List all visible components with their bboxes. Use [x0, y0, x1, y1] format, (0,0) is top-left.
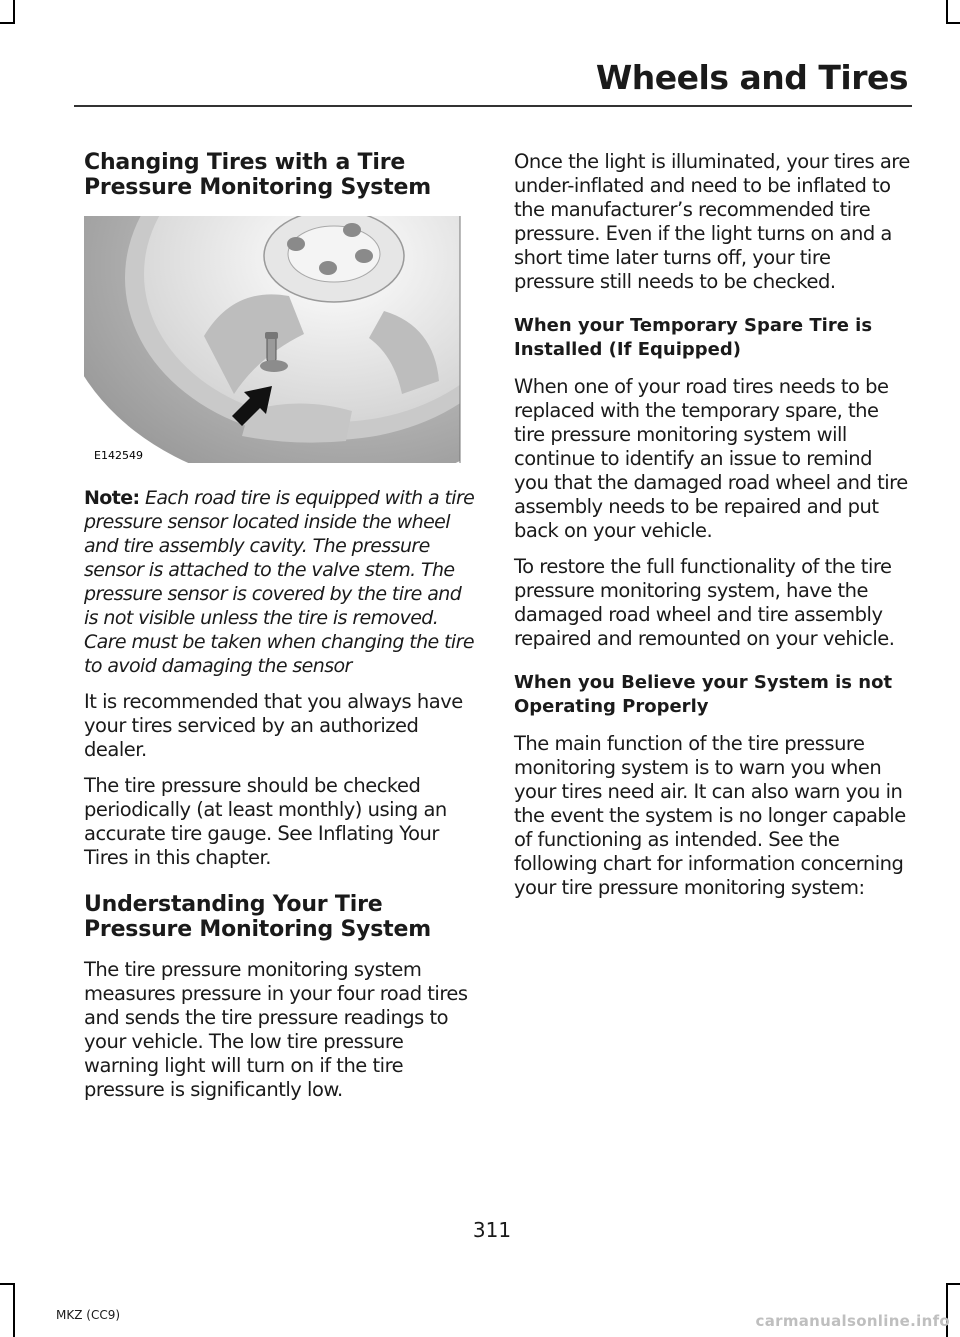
page-title: Wheels and Tires: [595, 58, 908, 97]
crop-mark: [946, 22, 960, 24]
heading-changing-tires: Changing Tires with a Tire Pressure Monitoring System: [84, 150, 431, 200]
crop-mark: [0, 22, 15, 24]
para-spare-2: To restore the full functionality of the tire pressure monitoring system, have the damaged road wheel and tire assembly repaired and remounted on your vehicle.: [514, 555, 895, 650]
heading-not-operating: When you Believe your System is not Operating Properly: [514, 672, 893, 717]
para-gauge: The tire pressure should be checked periodically (at least monthly) using an accurate tire gauge. See Inflating Your Tires in this chapter.: [84, 774, 447, 869]
para-light: Once the light is illuminated, your tires are under-inflated and need to be inflated to the manufacturer’s recommended tire pressure. Even if the light turns on and a short time later turns off, your tire pressure still needs to be checked.: [514, 150, 910, 293]
note-label: Note:: [84, 487, 140, 509]
tire-valve-stem-illustration: [84, 216, 476, 463]
crop-mark: [13, 0, 15, 24]
note-paragraph: [84, 486, 476, 678]
model-code: MKZ (CC9): [56, 1308, 121, 1322]
left-column: [84, 150, 476, 1114]
crop-mark: [946, 1283, 960, 1285]
para-dealer: It is recommended that you always have your tires serviced by an authorized dealer.: [84, 690, 463, 761]
right-column: [514, 150, 910, 912]
figure-code: E142549: [94, 449, 143, 462]
crop-mark: [13, 1283, 15, 1337]
para-spare-1: When one of your road tires needs to be replaced with the temporary spare, the tire pressure monitoring system will continue to identify an issue to remind you that the damaged road wheel and tire assembly needs to be repaired and put back on your vehicle.: [514, 375, 908, 542]
crop-mark: [0, 1283, 15, 1285]
heading-temporary-spare: When your Temporary Spare Tire is Installed (If Equipped): [514, 315, 873, 360]
para-main-function: The main function of the tire pressure monitoring system is to warn you when your tires need air. It can also warn you in the event the system is no longer capable of functioning as intended. See the following chart for information concerning your tire pressure monitoring system:: [514, 732, 906, 899]
page-number: 311: [472, 1218, 512, 1242]
note-text: Each road tire is equipped with a tire pressure sensor located inside the wheel and tire assembly cavity. The pressure sensor is attached to the valve stem. The pressure sensor is covered by the tire and is not visible unless the tire is removed. Care must be taken when changing the tire to avoid damaging the sensor: [84, 487, 475, 677]
para-measures: The tire pressure monitoring system measures pressure in your four road tires and sends the tire pressure readings to your vehicle. The low tire pressure warning light will turn on if the tire pressure is significantly low.: [84, 958, 468, 1101]
tire-figure: [84, 216, 476, 463]
heading-understanding: Understanding Your Tire Pressure Monitoring System: [84, 892, 431, 942]
crop-mark: [946, 0, 948, 24]
watermark: carmanualsonline.info: [755, 1312, 950, 1330]
header-divider: [74, 105, 912, 107]
